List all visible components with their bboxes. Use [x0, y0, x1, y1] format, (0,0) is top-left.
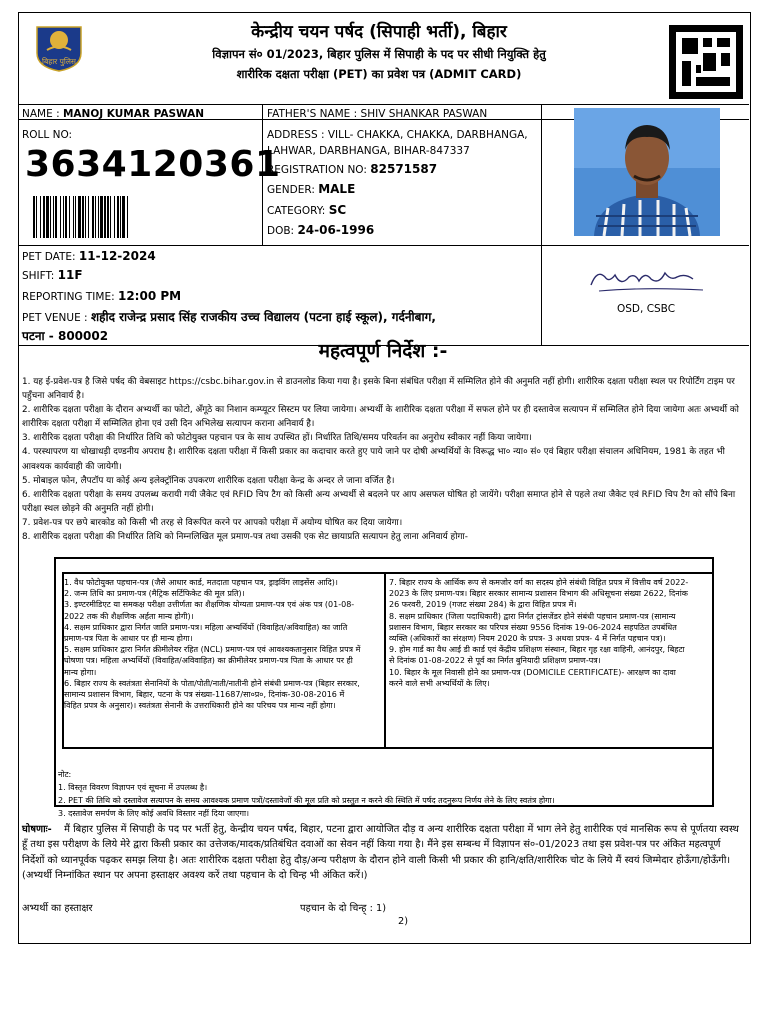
address: ADDRESS : VILL- CHAKKA, CHAKKA, DARBHANGA,: [267, 129, 528, 141]
instruction-item: 1. यह ई-प्रवेश-पत्र है जिसे पर्षद की वेबसाइट https://csbc.bihar.gov.in से डाउनलोड किया गया है। इसके बिना संबंधित परीक्षा में सम्मिलित होने की अनुमति नहीं होगी। शारीरिक दक्षता परीक्षा स्थल पर रिपोर्टिंग टाइम पर पहुँचना अनिवार्य है।: [22, 377, 735, 402]
document-item: 9. होम गार्ड का वैध आई डी कार्ड एवं केंद्रीय प्रशिक्षण संस्थान, बिहार गृह रक्षा वाहिनी, आनंदपुर, बिहटा से दिनांक 01-08-2022 से पूर्व का निर्गत बुनियादी प्रशिक्षण प्रमाण-पत्र।: [389, 645, 685, 666]
note-item: 1. विस्तृत विवरण विज्ञापन एवं सूचना में उपलब्ध है।: [58, 783, 208, 792]
instruction-item: 3. शारीरिक दक्षता परीक्षा की निर्धारित तिथि को फोटोयुक्त पहचान पत्र के साथ उपस्थित हों। निर्धारित तिथि/समय परिवर्तन का अनुरोध स्वीकार नहीं किया जायेगा।: [22, 433, 532, 444]
instruction-item: 7. प्रवेश-पत्र पर छपे बारकोड को किसी भी तरह से विरूपित करने पर आपको परीक्षा में अयोग्य घोषित कर दिया जायेगा।: [22, 517, 403, 528]
candidate-name: NAME : MANOJ KUMAR PASWAN: [22, 108, 205, 120]
instruction-item: 6. शारीरिक दक्षता परीक्षा के समय उपलब्ध करायी गयी जैकेट एवं RFID चिप टैग को किसी अन्य अभ्यर्थी से बदलने पर आप असफल घोषित हो जायेंगे। परीक्षा समाप्त होने से पहले तथा जैकेट एवं RFID चिप टैग को सौंपे बिना परीक्षा स्थल छोड़ने की अनुमति नहीं होगी।: [22, 489, 736, 514]
column-divider: [541, 105, 542, 245]
documents-list-left: [64, 577, 364, 711]
roll-number: 3634120361: [25, 144, 281, 185]
document-item: 7. बिहार राज्य के आर्थिक रूप से कमजोर वर्ग का सदस्य होने संबंधी विहित प्रपत्र में वित्तीय वर्ष 2022-2023 के लिए प्रमाण-पत्र। बिहार सरकार सामान्य प्रशासन विभाग की अधिसूचना संख्या 2622, दिनांक 26 फरवरी, 2019 (गजट संख्या 284) के द्वारा विहित प्रपत्र में।: [389, 578, 689, 610]
reporting-time: REPORTING TIME: 12:00 PM: [22, 289, 182, 303]
instruction-item: 8. शारीरिक दक्षता परीक्षा की निर्धारित तिथि को निम्नलिखित मूल प्रमाण-पत्र तथा उसकी एक सेट छायाप्रति सत्यापन हेतु लाना अनिवार्य होगा-: [22, 532, 468, 543]
document-item: 2. जन्म तिथि का प्रमाण-पत्र (मैट्रिक सर्टिफिकेट की मूल प्रति)।: [64, 589, 245, 599]
documents-grid-divider: [384, 572, 386, 749]
svg-text:बिहार पुलिस: बिहार पुलिस: [42, 57, 76, 66]
signatory: OSD, CSBC: [617, 303, 676, 315]
notes: [58, 768, 688, 820]
declaration-text: मैं बिहार पुलिस में सिपाही के पद पर भर्ती हेतु, केन्द्रीय चयन पर्षद, बिहार, पटना द्वारा आयोजित दौड़ व अन्य शारीरिक दक्षता परीक्षा में भाग लेने हेतु शारीरिक एवं मानसिक रूप से पूर्णतया स्वस्थ हूँ तथा इस परीक्षण के लिये मेरे द्वारा किसी प्रकार का उत्तेजक/मादक/प्रतिबंधित दवाओं का सेवन नहीं किया गया है। मैंने इस सम्बन्ध में विज्ञापन सं०-01/2023 तथा इस प्रवेश-पत्र पर अंकित महत्वपूर्ण निर्देशों को ध्यानपूर्वक पढ़कर समझ लिया है। अतः शारीरिक दक्षता परीक्षा हेतु दौड़/अन्य परीक्षण के दौरान होने वाली किसी भी प्रकार की हानि/क्षति/शारीरिक चोट के लिये मैं स्वयं जिम्मेदार होऊँगा/होऊँगी।: [22, 824, 739, 866]
pet-date: PET DATE: 11-12-2024: [22, 249, 156, 263]
declaration-label: घोषणाः-: [22, 824, 52, 835]
pet-venue: PET VENUE : शहीद राजेन्द्र प्रसाद सिंह राजकीय उच्च विद्यालय (पटना हाई स्कूल), गर्दनीबाग,: [22, 310, 436, 324]
instructions-list: [22, 375, 744, 544]
candidate-signature-label: अभ्यर्थी का हस्ताक्षर: [22, 903, 93, 914]
note-label: नोट:: [58, 770, 72, 779]
document-item: 4. सक्षम प्राधिकार द्वारा निर्गत जाति प्रमाण-पत्र। महिला अभ्यर्थियों (विवाहित/अविवाहित) का जाति प्रमाण-पत्र पिता के आधार पर ही मान्य होगा।: [64, 622, 348, 644]
instruction-item: 4. परस्थापरण या धोखाधड़ी दण्डनीय अपराध है। शारीरिक दक्षता परीक्षा में किसी प्रकार का कदाचार करते हुए पाये जाने पर दोषी अभ्यर्थियों के विरूद्ध भा० न्या० सं० एवं बिहार परीक्षा संचालन अधिनियम, 1981 के तहत भी आवश्यक कार्यवाही की जायेगी।: [22, 447, 725, 472]
bihar-police-logo: [31, 23, 87, 73]
documents-list-right: [389, 577, 689, 689]
document-item: 6. बिहार राज्य के स्वतंत्रता सेनानियों के पोता/पोती/नाती/नातीनी होने संबंधी प्रमाण-पत्र (बिहार सरकार, सामान्य प्रशासन विभाग, बिहार, पटना के पत्र संख्या-11687/सा०प्र०, दिनांक-30-08-2016 में विहित प्रपत्र के अनुसार)। स्वतंत्रता सेनानी के उत्तराधिकारी होने का परिचय पत्र मान्य नहीं होगा।: [64, 678, 360, 711]
document-item: 1. वैध फोटोयुक्त पहचान-पत्र (जैसे आधार कार्ड, मतदाता पहचान पत्र, ड्राइविंग लाइसेंस आदि)।: [64, 578, 338, 587]
father-name: FATHER'S NAME : SHIV SHANKAR PASWAN: [267, 108, 488, 120]
board-title: केन्द्रीय चयन पर्षद (सिपाही भर्ती), बिहार: [251, 22, 507, 42]
roll-barcode: [33, 196, 251, 238]
gender: GENDER: MALE: [267, 182, 356, 196]
roll-label: ROLL NO:: [22, 129, 73, 141]
declaration-instruction: (अभ्यर्थी निम्नांकित स्थान पर अपना हस्ताक्षर अवश्य करें तथा पहचान के दो चिन्ह भी अंकित करें।): [22, 869, 368, 881]
document-item: 10. बिहार के मूल निवासी होने का प्रमाण-पत्र (DOMICILE CERTIFICATE)- आरक्षण का दावा करने वाले सभी अभ्यर्थियों के लिए।: [389, 667, 676, 688]
instruction-item: 5. मोबाइल फोन, लैपटॉप या कोई अन्य इलेक्ट्रॉनिक उपकरण शारीरिक दक्षता परीक्षा केन्द्र के अन्दर ले जाना वर्जित है।: [22, 475, 395, 486]
note-item: 3. दस्तावेज समर्पण के लिए कोई अवधि विस्तार नहीं दिया जाएगा।: [58, 809, 250, 818]
note-item: 2. PET की तिथि को दस्तावेज सत्यापन के समय आवश्यक प्रमाण पत्रों/दस्तावेजों की मूल प्रति को प्रस्तुत न करने की स्थिति में पर्षद तदनुरूप निर्णय लेने के लिए स्वतंत्र होगा।: [58, 796, 555, 805]
address-line2: LAHWAR, DARBHANGA, BIHAR-847337: [267, 145, 470, 157]
date-of-birth: DOB: 24-06-1996: [267, 223, 375, 237]
registration-number: REGISTRATION NO: 82571587: [267, 162, 438, 176]
shift: SHIFT: 11F: [22, 268, 83, 282]
document-item: 8. सक्षम प्राधिकार (जिला पदाधिकारी) द्वारा निर्गत ट्रांसजेंडर होने संबंधी पहचान प्रमाण-पत्र (सामान्य प्रशासन विभाग, बिहार सरकार का परिपत्र संख्या 9556 दिनांक 19-06-2024 सहपठित उपबंधित व्यक्ति (अधिकारों का संरक्षण) नियम 2020 के प्रपत्र- 3 अथवा प्रपत्र- 4 में निर्गत पहचान पत्र)।: [389, 611, 677, 644]
pet-venue-line2: पटना - 800002: [22, 329, 109, 343]
instruction-item: 2. शारीरिक दक्षता परीक्षा के दौरान अभ्यर्थी का फोटो, अँगूठे का निशान कम्प्यूटर सिस्टम पर लिया जायेगा। अभ्यर्थी के शारीरिक दक्षता परीक्षा में सफल होने पर ही दस्तावेज सत्यापन में सम्मिलित होने दिया जायेगा अतः अभ्यर्थी को शारीरिक दक्षता परीक्षा में सम्मिलित होना एवं उसी दिन अभिलेख सत्यापन कराना अनिवार्य है।: [22, 405, 739, 430]
document-item: 5. सक्षम प्राधिकार द्वारा निर्गत क्रीमीलेयर रहित (NCL) प्रमाण-पत्र एवं आवश्यकतानुसार विहित प्रपत्र में घोषणा पत्र। महिला अभ्यर्थियों (विवाहित/अविवाहित) का क्रीमीलेयर प्रमाण-पत्र पिता के आधार पर ही मान्य होगा।: [64, 645, 361, 677]
identification-marks-label: पहचान के दो चिन्ह् : 1): [300, 903, 387, 914]
column-divider: [541, 245, 542, 345]
row-divider: [19, 245, 749, 246]
candidate-photo: [574, 108, 720, 236]
admit-card-title: शारीरिक दक्षता परीक्षा (PET) का प्रवेश पत्र (ADMIT CARD): [236, 67, 522, 81]
osd-signature: [585, 263, 715, 299]
admit-card-header: [19, 13, 749, 105]
document-item: 3. इण्टरमीडिएट या समकक्ष परीक्षा उत्तीर्णता का शैक्षणिक योग्यता प्रमाण-पत्र एवं अंक पत्र (01-08-2022 तक की शैक्षणिक अर्हता मान्य होगी)।: [64, 600, 355, 621]
identification-mark-2: 2): [398, 916, 409, 927]
instructions-title: महत्वपूर्ण निर्देश :-: [318, 340, 448, 362]
category: CATEGORY: SC: [267, 203, 347, 217]
qr-code: [669, 25, 743, 99]
declaration: [22, 822, 744, 883]
advertisement-line: विज्ञापन सं० 01/2023, बिहार पुलिस में सिपाही के पद पर सीधी नियुक्ति हेतु: [212, 47, 546, 61]
